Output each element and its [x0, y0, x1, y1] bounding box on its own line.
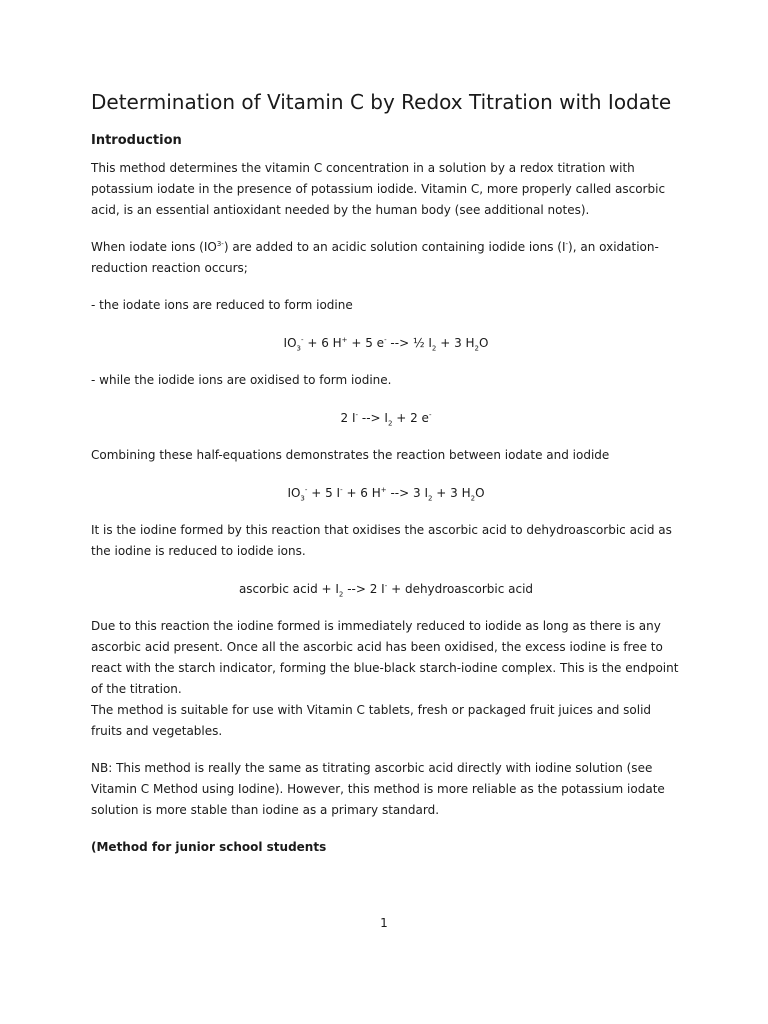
- page-title: Determination of Vitamin C by Redox Titration with Iodate: [91, 90, 672, 114]
- iodate-reduced-text: - the iodate ions are reduced to form iodine: [91, 298, 353, 312]
- endpoint-paragraph: Due to this reaction the iodine formed is immediately reduced to iodide as long as there is any ascorbic acid present. Once all the ascorbic acid has been oxidised, the excess iodine is free to react with the starch indicator, forming the blue-black starch-iodine complex. This is the endpoint of the titration.: [91, 619, 679, 696]
- equation-ascorbic-acid: ascorbic acid + $I_2$ --> 2 I- + dehydroascorbic acid: [238, 582, 534, 599]
- combining-text: Combining these half-equations demonstrates the reaction between iodate and iodide: [91, 448, 610, 462]
- iodine-oxidises-paragraph: It is the iodine formed by this reaction that oxidises the ascorbic acid to dehydroascorbic acid as the iodine is reduced to iodide ions.: [91, 523, 672, 558]
- equation-combined: $IO_3^- + 5$ I- + 6 H+ --> 3 $I_2 + 3$ $H_2O$: [287, 486, 485, 503]
- nb-paragraph: NB: This method is really the same as titrating ascorbic acid directly with iodine solution (see Vitamin C Method using Iodine). However, this method is more reliable as the potassium iodate solution is more stable than iodine as a primary standard.: [91, 761, 665, 817]
- equation-iodate-reduction: $IO_3^- + 6$ H+ + 5 e- --> ½ $I_2 + 3$ $H_2O$: [283, 336, 489, 353]
- page-number: 1: [380, 916, 388, 930]
- iodide-oxidised-text: - while the iodide ions are oxidised to form iodine.: [91, 373, 392, 387]
- page-content: [91, 88, 681, 858]
- iodate-iodide-paragraph: When iodate ions $(IO^{3-})$ are added to an acidic solution containing iodide ions (I-), an oxidation-reduction reaction occurs;: [91, 240, 659, 275]
- junior-method-heading: (Method for junior school students: [91, 840, 327, 854]
- equation-iodide-oxidation: 2 I- --> $I_2 + 2$ e-: [340, 411, 432, 428]
- intro-paragraph: This method determines the vitamin C concentration in a solution by a redox titration with potassium iodate in the presence of potassium iodide. Vitamin C, more properly called ascorbic acid, is an essential antioxidant needed by the human body (see additional notes).: [91, 161, 666, 217]
- section-heading-introduction: Introduction: [91, 133, 182, 148]
- method-suitability-paragraph: The method is suitable for use with Vitamin C tablets, fresh or packaged fruit juices and solid fruits and vegetables.: [91, 703, 652, 738]
